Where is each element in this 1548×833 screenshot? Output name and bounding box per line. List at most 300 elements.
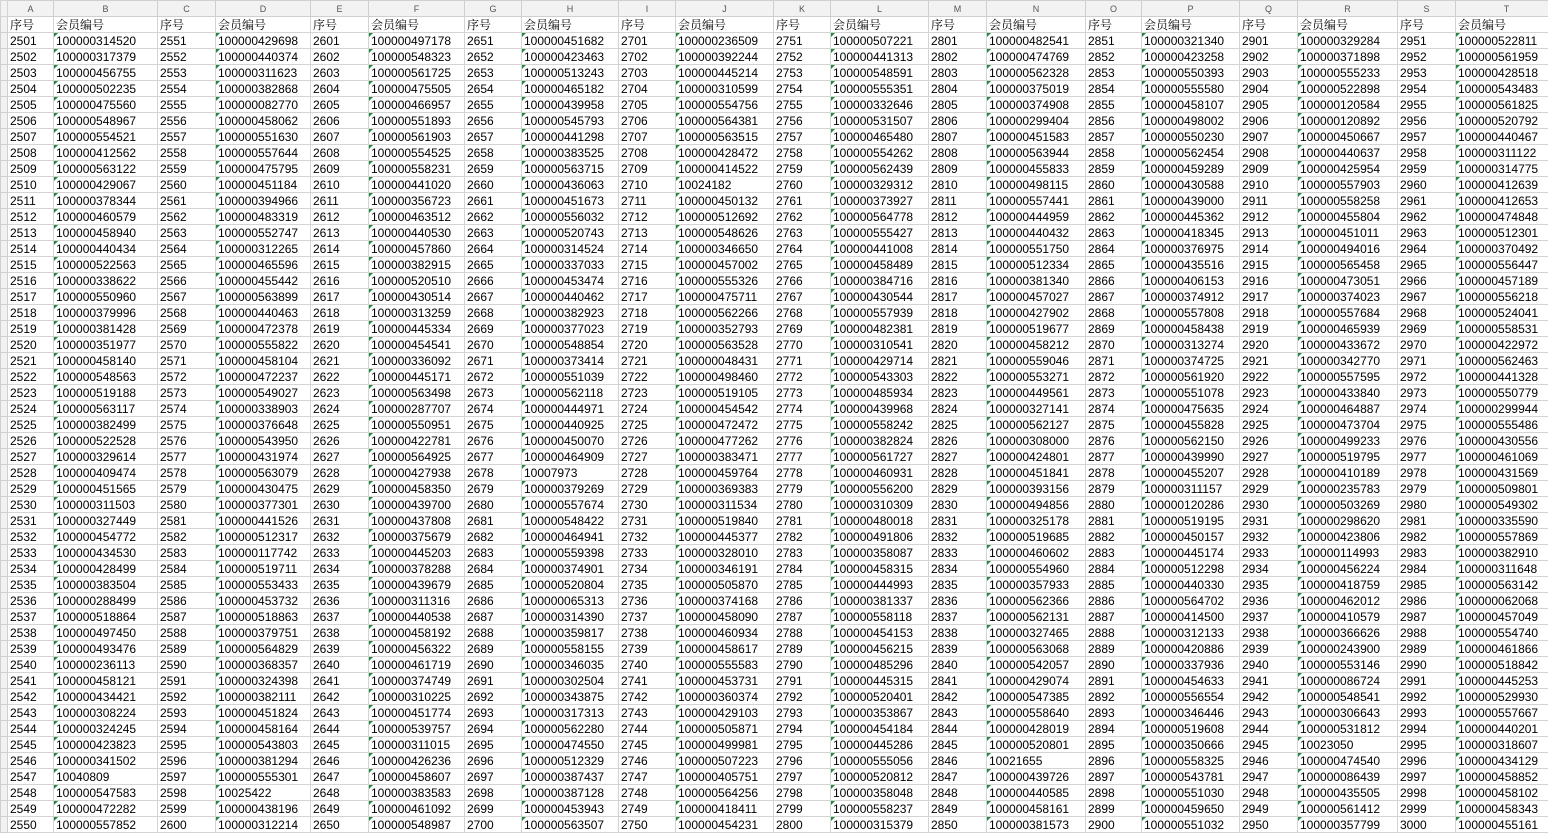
seq-cell[interactable]: 2987 (1398, 609, 1456, 625)
seq-cell[interactable]: 2741 (619, 673, 676, 689)
row-header[interactable] (1, 689, 8, 705)
member-id-cell[interactable]: 100000458090 (676, 609, 774, 625)
seq-cell[interactable]: 2710 (619, 177, 676, 193)
member-id-cell[interactable]: 100000346191 (676, 561, 774, 577)
member-id-cell[interactable]: 100000450667 (1298, 129, 1398, 145)
member-id-cell[interactable]: 100000445171 (369, 369, 465, 385)
member-id-cell[interactable]: 100000440637 (1298, 145, 1398, 161)
seq-cell[interactable]: 2961 (1398, 193, 1456, 209)
seq-cell[interactable]: 2939 (1240, 641, 1298, 657)
seq-cell[interactable]: 2730 (619, 497, 676, 513)
member-id-cell[interactable]: 100000453731 (676, 673, 774, 689)
member-id-cell[interactable]: 100000120286 (1142, 497, 1240, 513)
seq-cell[interactable]: 2798 (774, 785, 831, 801)
member-id-cell[interactable]: 100000562454 (1142, 145, 1240, 161)
member-id-cell[interactable]: 100000311015 (369, 737, 465, 753)
seq-cell[interactable]: 2836 (929, 593, 987, 609)
member-id-cell[interactable]: 100000455833 (987, 161, 1086, 177)
seq-cell[interactable]: 2763 (774, 225, 831, 241)
header-cell-member-id[interactable]: 会员编号 (1456, 17, 1548, 33)
seq-cell[interactable]: 2517 (8, 289, 54, 305)
seq-cell[interactable]: 2946 (1240, 753, 1298, 769)
seq-cell[interactable]: 2846 (929, 753, 987, 769)
member-id-cell[interactable]: 100000451824 (216, 705, 311, 721)
member-id-cell[interactable]: 100000461719 (369, 657, 465, 673)
member-id-cell[interactable]: 100000441298 (522, 129, 619, 145)
member-id-cell[interactable]: 100000441526 (216, 513, 311, 529)
row-header[interactable] (1, 145, 8, 161)
seq-cell[interactable]: 2898 (1086, 785, 1142, 801)
member-id-cell[interactable]: 100000475505 (369, 81, 465, 97)
seq-cell[interactable]: 2830 (929, 497, 987, 513)
seq-cell[interactable]: 2599 (158, 801, 216, 817)
seq-cell[interactable]: 2734 (619, 561, 676, 577)
member-id-cell[interactable]: 100000477262 (676, 433, 774, 449)
seq-cell[interactable]: 2542 (8, 689, 54, 705)
member-id-cell[interactable]: 100000562366 (987, 593, 1086, 609)
column-header-e[interactable]: E (311, 1, 369, 17)
seq-cell[interactable]: 2750 (619, 817, 676, 833)
seq-cell[interactable]: 2847 (929, 769, 987, 785)
seq-cell[interactable]: 2879 (1086, 481, 1142, 497)
member-id-cell[interactable]: 100000561727 (831, 449, 929, 465)
row-header[interactable] (1, 561, 8, 577)
seq-cell[interactable]: 2621 (311, 353, 369, 369)
member-id-cell[interactable]: 100000423463 (522, 49, 619, 65)
member-id-cell[interactable]: 100000430475 (216, 481, 311, 497)
seq-cell[interactable]: 2783 (774, 545, 831, 561)
seq-cell[interactable]: 2528 (8, 465, 54, 481)
seq-cell[interactable]: 2702 (619, 49, 676, 65)
member-id-cell[interactable]: 100000327141 (987, 401, 1086, 417)
member-id-cell[interactable]: 100000429714 (831, 353, 929, 369)
seq-cell[interactable]: 2800 (774, 817, 831, 833)
member-id-cell[interactable]: 100000374908 (987, 97, 1086, 113)
seq-cell[interactable]: 2931 (1240, 513, 1298, 529)
seq-cell[interactable]: 2982 (1398, 529, 1456, 545)
member-id-cell[interactable]: 100000457860 (369, 241, 465, 257)
seq-cell[interactable]: 2564 (158, 241, 216, 257)
member-id-cell[interactable]: 100000418411 (676, 801, 774, 817)
member-id-cell[interactable]: 100000543303 (831, 369, 929, 385)
seq-cell[interactable]: 2856 (1086, 113, 1142, 129)
seq-cell[interactable]: 2824 (929, 401, 987, 417)
seq-cell[interactable]: 2792 (774, 689, 831, 705)
member-id-cell[interactable]: 100000420886 (1142, 641, 1240, 657)
seq-cell[interactable]: 2821 (929, 353, 987, 369)
seq-cell[interactable]: 2866 (1086, 273, 1142, 289)
seq-cell[interactable]: 2579 (158, 481, 216, 497)
row-header[interactable] (1, 609, 8, 625)
seq-cell[interactable]: 2746 (619, 753, 676, 769)
seq-cell[interactable]: 2637 (311, 609, 369, 625)
header-cell-seq[interactable]: 序号 (929, 17, 987, 33)
header-cell-member-id[interactable]: 会员编号 (987, 17, 1086, 33)
seq-cell[interactable]: 2769 (774, 321, 831, 337)
member-id-cell[interactable]: 100000335590 (1456, 513, 1548, 529)
seq-cell[interactable]: 2850 (929, 817, 987, 833)
member-id-cell[interactable]: 100000497178 (369, 33, 465, 49)
seq-cell[interactable]: 2876 (1086, 433, 1142, 449)
member-id-cell[interactable]: 100000491806 (831, 529, 929, 545)
seq-cell[interactable]: 2611 (311, 193, 369, 209)
member-id-cell[interactable]: 100000311157 (1142, 481, 1240, 497)
seq-cell[interactable]: 2529 (8, 481, 54, 497)
seq-cell[interactable]: 2687 (465, 609, 522, 625)
seq-cell[interactable]: 2921 (1240, 353, 1298, 369)
member-id-cell[interactable]: 100000359817 (522, 625, 619, 641)
seq-cell[interactable]: 2679 (465, 481, 522, 497)
member-id-cell[interactable]: 100000555301 (216, 769, 311, 785)
member-id-cell[interactable]: 100000410189 (1298, 465, 1398, 481)
member-id-cell[interactable]: 100000498460 (676, 369, 774, 385)
seq-cell[interactable]: 2960 (1398, 177, 1456, 193)
member-id-cell[interactable]: 100000299944 (1456, 401, 1548, 417)
seq-cell[interactable]: 2562 (158, 209, 216, 225)
seq-cell[interactable]: 2633 (311, 545, 369, 561)
member-id-cell[interactable]: 100000429103 (676, 705, 774, 721)
member-id-cell[interactable]: 100000324398 (216, 673, 311, 689)
seq-cell[interactable]: 2835 (929, 577, 987, 593)
member-id-cell[interactable]: 100000557808 (1142, 305, 1240, 321)
seq-cell[interactable]: 2878 (1086, 465, 1142, 481)
seq-cell[interactable]: 2959 (1398, 161, 1456, 177)
member-id-cell[interactable]: 100000520804 (522, 577, 619, 593)
member-id-cell[interactable]: 100000358087 (831, 545, 929, 561)
seq-cell[interactable]: 2789 (774, 641, 831, 657)
seq-cell[interactable]: 2672 (465, 369, 522, 385)
row-header[interactable] (1, 129, 8, 145)
seq-cell[interactable]: 2640 (311, 657, 369, 673)
seq-cell[interactable]: 2752 (774, 49, 831, 65)
member-id-cell[interactable]: 100000472472 (676, 417, 774, 433)
seq-cell[interactable]: 2882 (1086, 529, 1142, 545)
member-id-cell[interactable]: 100000383525 (522, 145, 619, 161)
seq-cell[interactable]: 2509 (8, 161, 54, 177)
seq-cell[interactable]: 2774 (774, 401, 831, 417)
row-header[interactable] (1, 177, 8, 193)
member-id-cell[interactable]: 100000524041 (1456, 305, 1548, 321)
seq-cell[interactable]: 2511 (8, 193, 54, 209)
member-id-cell[interactable]: 100000482381 (831, 321, 929, 337)
seq-cell[interactable]: 2907 (1240, 129, 1298, 145)
member-id-cell[interactable]: 100000457027 (987, 289, 1086, 305)
seq-cell[interactable]: 2909 (1240, 161, 1298, 177)
seq-cell[interactable]: 2565 (158, 257, 216, 273)
seq-cell[interactable]: 2864 (1086, 241, 1142, 257)
seq-cell[interactable]: 2772 (774, 369, 831, 385)
member-id-cell[interactable]: 100000235783 (1298, 481, 1398, 497)
member-id-cell[interactable]: 100000430588 (1142, 177, 1240, 193)
member-id-cell[interactable]: 100000519677 (987, 321, 1086, 337)
member-id-cell[interactable]: 100000445315 (831, 673, 929, 689)
seq-cell[interactable]: 2740 (619, 657, 676, 673)
member-id-cell[interactable]: 100000412562 (54, 145, 158, 161)
member-id-cell[interactable]: 100000287707 (369, 401, 465, 417)
member-id-cell[interactable]: 100000563515 (676, 129, 774, 145)
seq-cell[interactable]: 2563 (158, 225, 216, 241)
seq-cell[interactable]: 2796 (774, 753, 831, 769)
seq-cell[interactable]: 2502 (8, 49, 54, 65)
seq-cell[interactable]: 2895 (1086, 737, 1142, 753)
member-id-cell[interactable]: 100000551032 (1142, 817, 1240, 833)
seq-cell[interactable]: 2695 (465, 737, 522, 753)
member-id-cell[interactable]: 100000428472 (676, 145, 774, 161)
member-id-cell[interactable]: 100000313274 (1142, 337, 1240, 353)
member-id-cell[interactable]: 100000117742 (216, 545, 311, 561)
seq-cell[interactable]: 2654 (465, 81, 522, 97)
seq-cell[interactable]: 2744 (619, 721, 676, 737)
seq-cell[interactable]: 2673 (465, 385, 522, 401)
seq-cell[interactable]: 2869 (1086, 321, 1142, 337)
member-id-cell[interactable]: 100000550230 (1142, 129, 1240, 145)
row-header[interactable] (1, 273, 8, 289)
row-header[interactable] (1, 705, 8, 721)
member-id-cell[interactable]: 100000429698 (216, 33, 311, 49)
column-header-p[interactable]: P (1142, 1, 1240, 17)
member-id-cell[interactable]: 100000558258 (1298, 193, 1398, 209)
member-id-cell[interactable]: 100000314775 (1456, 161, 1548, 177)
member-id-cell[interactable]: 100000507223 (676, 753, 774, 769)
member-id-cell[interactable]: 100000531812 (1298, 721, 1398, 737)
member-id-cell[interactable]: 100000445214 (676, 65, 774, 81)
member-id-cell[interactable]: 100000559398 (522, 545, 619, 561)
seq-cell[interactable]: 2893 (1086, 705, 1142, 721)
seq-cell[interactable]: 2863 (1086, 225, 1142, 241)
member-id-cell[interactable]: 100000376975 (1142, 241, 1240, 257)
column-header-t[interactable]: T (1456, 1, 1548, 17)
member-id-cell[interactable]: 100000556218 (1456, 289, 1548, 305)
seq-cell[interactable]: 2671 (465, 353, 522, 369)
seq-cell[interactable]: 2656 (465, 113, 522, 129)
seq-cell[interactable]: 2871 (1086, 353, 1142, 369)
member-id-cell[interactable]: 100000438196 (216, 801, 311, 817)
member-id-cell[interactable]: 100000114993 (1298, 545, 1398, 561)
seq-cell[interactable]: 2566 (158, 273, 216, 289)
member-id-cell[interactable]: 100000428019 (987, 721, 1086, 737)
seq-cell[interactable]: 2515 (8, 257, 54, 273)
seq-cell[interactable]: 2595 (158, 737, 216, 753)
member-id-cell[interactable]: 100000551630 (216, 129, 311, 145)
member-id-cell[interactable]: 100000561825 (1456, 97, 1548, 113)
member-id-cell[interactable]: 100000519711 (216, 561, 311, 577)
member-id-cell[interactable]: 100000553271 (987, 369, 1086, 385)
row-header[interactable] (1, 641, 8, 657)
seq-cell[interactable]: 2790 (774, 657, 831, 673)
member-id-cell[interactable]: 100000440434 (54, 241, 158, 257)
member-id-cell[interactable]: 100000346650 (676, 241, 774, 257)
seq-cell[interactable]: 2785 (774, 577, 831, 593)
member-id-cell[interactable]: 100000412639 (1456, 177, 1548, 193)
member-id-cell[interactable]: 100000120892 (1298, 113, 1398, 129)
seq-cell[interactable]: 2536 (8, 593, 54, 609)
seq-cell[interactable]: 2598 (158, 785, 216, 801)
member-id-cell[interactable]: 100000352793 (676, 321, 774, 337)
column-header-s[interactable]: S (1398, 1, 1456, 17)
seq-cell[interactable]: 2554 (158, 81, 216, 97)
seq-cell[interactable]: 2757 (774, 129, 831, 145)
seq-cell[interactable]: 2840 (929, 657, 987, 673)
member-id-cell[interactable]: 100000353867 (831, 705, 929, 721)
seq-cell[interactable]: 2910 (1240, 177, 1298, 193)
member-id-cell[interactable]: 100000513243 (522, 65, 619, 81)
seq-cell[interactable]: 2667 (465, 289, 522, 305)
seq-cell[interactable]: 2553 (158, 65, 216, 81)
member-id-cell[interactable]: 100000451184 (216, 177, 311, 193)
member-id-cell[interactable]: 100000543803 (216, 737, 311, 753)
member-id-cell[interactable]: 100000482541 (987, 33, 1086, 49)
seq-cell[interactable]: 2686 (465, 593, 522, 609)
header-cell-member-id[interactable]: 会员编号 (831, 17, 929, 33)
seq-cell[interactable]: 2854 (1086, 81, 1142, 97)
member-id-cell[interactable]: 100000327449 (54, 513, 158, 529)
member-id-cell[interactable]: 100000311623 (216, 65, 311, 81)
seq-cell[interactable]: 2775 (774, 417, 831, 433)
seq-cell[interactable]: 2751 (774, 33, 831, 49)
row-header[interactable] (1, 673, 8, 689)
column-header-r[interactable]: R (1298, 1, 1398, 17)
member-id-cell[interactable]: 100000519188 (54, 385, 158, 401)
seq-cell[interactable]: 2820 (929, 337, 987, 353)
column-header-h[interactable]: H (522, 1, 619, 17)
seq-cell[interactable]: 2803 (929, 65, 987, 81)
seq-cell[interactable]: 2966 (1398, 273, 1456, 289)
member-id-cell[interactable]: 100000236509 (676, 33, 774, 49)
member-id-cell[interactable]: 100000494016 (1298, 241, 1398, 257)
member-id-cell[interactable]: 100000379996 (54, 305, 158, 321)
seq-cell[interactable]: 2981 (1398, 513, 1456, 529)
seq-cell[interactable]: 2505 (8, 97, 54, 113)
member-id-cell[interactable]: 100000439679 (369, 577, 465, 593)
seq-cell[interactable]: 2883 (1086, 545, 1142, 561)
member-id-cell[interactable]: 100000522563 (54, 257, 158, 273)
seq-cell[interactable]: 2681 (465, 513, 522, 529)
member-id-cell[interactable]: 100000381337 (831, 593, 929, 609)
seq-cell[interactable]: 2704 (619, 81, 676, 97)
header-cell-seq[interactable]: 序号 (1240, 17, 1298, 33)
row-header[interactable] (1, 49, 8, 65)
member-id-cell[interactable]: 100000564778 (831, 209, 929, 225)
member-id-cell[interactable]: 100000549302 (1456, 497, 1548, 513)
seq-cell[interactable]: 2642 (311, 689, 369, 705)
seq-cell[interactable]: 2779 (774, 481, 831, 497)
member-id-cell[interactable]: 100000512692 (676, 209, 774, 225)
member-id-cell[interactable]: 10007973 (522, 465, 619, 481)
seq-cell[interactable]: 2979 (1398, 481, 1456, 497)
member-id-cell[interactable]: 100000383583 (369, 785, 465, 801)
member-id-cell[interactable]: 100000458315 (831, 561, 929, 577)
seq-cell[interactable]: 2724 (619, 401, 676, 417)
seq-cell[interactable]: 2997 (1398, 769, 1456, 785)
seq-cell[interactable]: 2547 (8, 769, 54, 785)
member-id-cell[interactable]: 100000460579 (54, 209, 158, 225)
member-id-cell[interactable]: 100000542057 (987, 657, 1086, 673)
member-id-cell[interactable]: 100000465939 (1298, 321, 1398, 337)
member-id-cell[interactable]: 100000379751 (216, 625, 311, 641)
member-id-cell[interactable]: 100000436063 (522, 177, 619, 193)
seq-cell[interactable]: 2738 (619, 625, 676, 641)
seq-cell[interactable]: 2701 (619, 33, 676, 49)
seq-cell[interactable]: 2842 (929, 689, 987, 705)
seq-cell[interactable]: 2713 (619, 225, 676, 241)
seq-cell[interactable]: 2615 (311, 257, 369, 273)
seq-cell[interactable]: 2601 (311, 33, 369, 49)
member-id-cell[interactable]: 100000522528 (54, 433, 158, 449)
seq-cell[interactable]: 2618 (311, 305, 369, 321)
member-id-cell[interactable]: 100000522898 (1298, 81, 1398, 97)
header-cell-member-id[interactable]: 会员编号 (676, 17, 774, 33)
member-id-cell[interactable]: 100000358048 (831, 785, 929, 801)
seq-cell[interactable]: 2739 (619, 641, 676, 657)
header-cell-member-id[interactable]: 会员编号 (1142, 17, 1240, 33)
seq-cell[interactable]: 2725 (619, 417, 676, 433)
member-id-cell[interactable]: 100000426236 (369, 753, 465, 769)
seq-cell[interactable]: 2868 (1086, 305, 1142, 321)
member-id-cell[interactable]: 100000441328 (1456, 369, 1548, 385)
member-id-cell[interactable]: 100000557667 (1456, 705, 1548, 721)
member-id-cell[interactable]: 100000548591 (831, 65, 929, 81)
member-id-cell[interactable]: 100000554525 (369, 145, 465, 161)
seq-cell[interactable]: 2953 (1398, 65, 1456, 81)
seq-cell[interactable]: 2964 (1398, 241, 1456, 257)
member-id-cell[interactable]: 100000545793 (522, 113, 619, 129)
seq-cell[interactable]: 2967 (1398, 289, 1456, 305)
seq-cell[interactable]: 2545 (8, 737, 54, 753)
member-id-cell[interactable]: 100000562127 (987, 417, 1086, 433)
member-id-cell[interactable]: 100000418759 (1298, 577, 1398, 593)
seq-cell[interactable]: 2584 (158, 561, 216, 577)
seq-cell[interactable]: 2546 (8, 753, 54, 769)
member-id-cell[interactable]: 100000548854 (522, 337, 619, 353)
member-id-cell[interactable]: 100000314390 (522, 609, 619, 625)
seq-cell[interactable]: 2787 (774, 609, 831, 625)
seq-cell[interactable]: 2680 (465, 497, 522, 513)
seq-cell[interactable]: 2583 (158, 545, 216, 561)
member-id-cell[interactable]: 100000558640 (987, 705, 1086, 721)
seq-cell[interactable]: 2925 (1240, 417, 1298, 433)
seq-cell[interactable]: 2911 (1240, 193, 1298, 209)
row-header[interactable] (1, 321, 8, 337)
seq-cell[interactable]: 2832 (929, 529, 987, 545)
seq-cell[interactable]: 2839 (929, 641, 987, 657)
seq-cell[interactable]: 2688 (465, 625, 522, 641)
seq-cell[interactable]: 2524 (8, 401, 54, 417)
member-id-cell[interactable]: 100000563079 (216, 465, 311, 481)
seq-cell[interactable]: 2620 (311, 337, 369, 353)
seq-cell[interactable]: 2619 (311, 321, 369, 337)
member-id-cell[interactable]: 100000424801 (987, 449, 1086, 465)
member-id-cell[interactable]: 100000444959 (987, 209, 1086, 225)
member-id-cell[interactable]: 100000550951 (369, 417, 465, 433)
member-id-cell[interactable]: 100000456755 (54, 65, 158, 81)
member-id-cell[interactable]: 100000337936 (1142, 657, 1240, 673)
member-id-cell[interactable]: 100000082770 (216, 97, 311, 113)
seq-cell[interactable]: 2737 (619, 609, 676, 625)
seq-cell[interactable]: 2709 (619, 161, 676, 177)
seq-cell[interactable]: 2947 (1240, 769, 1298, 785)
member-id-cell[interactable]: 100000459650 (1142, 801, 1240, 817)
seq-cell[interactable]: 2572 (158, 369, 216, 385)
header-cell-member-id[interactable]: 会员编号 (1298, 17, 1398, 33)
seq-cell[interactable]: 2906 (1240, 113, 1298, 129)
seq-cell[interactable]: 2941 (1240, 673, 1298, 689)
seq-cell[interactable]: 2992 (1398, 689, 1456, 705)
seq-cell[interactable]: 2652 (465, 49, 522, 65)
member-id-cell[interactable]: 100000445362 (1142, 209, 1240, 225)
row-header[interactable] (1, 97, 8, 113)
seq-cell[interactable]: 2577 (158, 449, 216, 465)
seq-cell[interactable]: 2723 (619, 385, 676, 401)
